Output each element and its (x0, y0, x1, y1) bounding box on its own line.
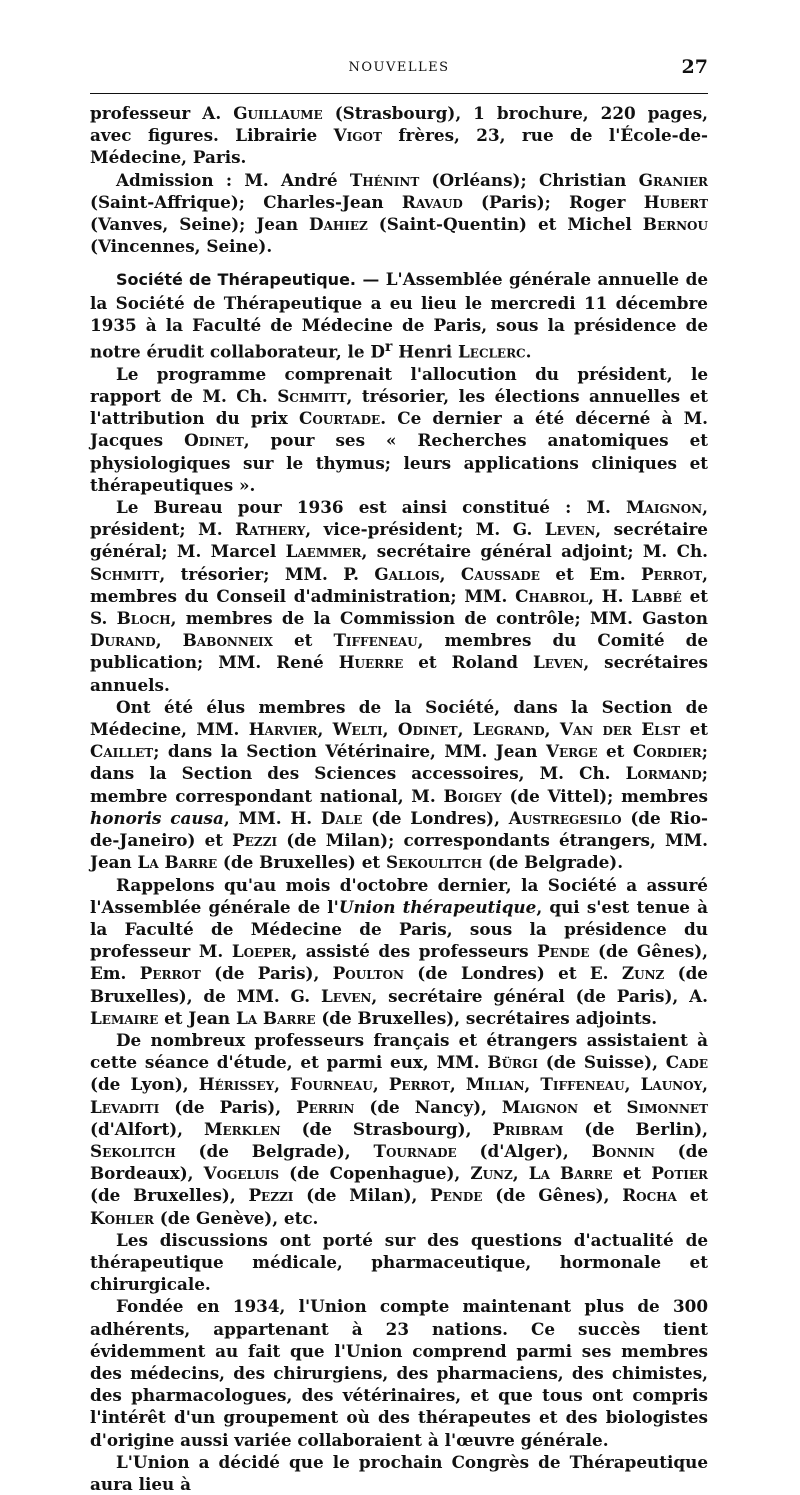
paragraph-societe-therapeutique: Société de Thérapeutique. — L'Assemblée générale annuelle de la Société de Thérapeutique a eu lieu le mercredi 11 décembre 1935 à la Faculté de Médecine de Paris, sous la présidence de notre érudit collaborateur, le $D^r$ Henri Leclerc. (90, 269, 708, 362)
paragraph-discussions: Les discussions ont porté sur des questions d'actualité de thérapeutique médicale, pharmaceutique, hormonale et chirurgicale. (90, 1229, 708, 1295)
paragraph-programme: Le programme comprenait l'allocution du président, le rapport de M. Ch. Schmitt, trésorier, les élections annuelles et l'attribution du prix Courtade. Ce dernier a été décerné à M. Jacques Odinet, pour ses « Recherches anatomiques et physiologiques sur le thymus; leurs applications cliniques et thérapeutiques ». (90, 363, 708, 495)
paragraph-next-congress: L'Union a décidé que le prochain Congrès de Thérapeutique aura lieu à (90, 1451, 708, 1494)
paragraph-admissions: Admission : M. André Thénint (Orléans); Christian Granier (Saint-Affrique); Charles-Jean Ravaud (Paris); Roger Hubert (Vanves, Seine); Jean Dahiez (Saint-Quentin) et Michel Bernou (Vincennes, Seine). (90, 169, 709, 257)
page-header (90, 56, 708, 86)
paragraph-elections: Ont été élus membres de la Société, dans la Section de Médecine, MM. Harvier, Welti, Odinet, Legrand, Van der Elst et Caillet; dans la Section Vétérinaire, MM. Jean Verge et Cordier; dans la Section des Sciences accessoires, M. Ch. Lormand; membre correspondant national, M. Boigey (de Vittel); membres honoris causa, MM. H. Dale (de Londres), Austregesilo (de Rio-de-Janeiro) et Pezzi (de Milan); correspondants étrangers, MM. Jean La Barre (de Bruxelles) et Sekoulitch (de Belgrade). (90, 696, 709, 873)
paragraph-union-therapeutique: Rappelons qu'au mois d'octobre dernier, la Société a assuré l'Assemblée générale de l'Union thérapeutique, qui s'est tenue à la Faculté de Médecine de Paris, sous la présidence du professeur M. Loeper, assisté des professeurs Pende (de Gênes), Em. Perrot (de Paris), Poulton (de Londres) et E. Zunz (de Bruxelles), de MM. G. Leven, secrétaire général (de Paris), A. Lemaire et Jean La Barre (de Bruxelles), secrétaires adjoints. (90, 874, 709, 1028)
running-title: NOUVELLES (348, 60, 450, 75)
page-number: 27 (681, 56, 708, 78)
paragraph-book-reference: professeur A. Guillaume (Strasbourg), 1 brochure, 220 pages, avec figures. Librairie Vigot frères, 23, rue de l'École-de-Médecine, Paris. (90, 103, 709, 168)
section-heading: Société de Thérapeutique. (116, 270, 357, 290)
header-rule (90, 93, 708, 94)
paragraph-attendees: De nombreux professeurs français et étrangers assistaient à cette séance d'étude, et parmi eux, MM. Bürgi (de Suisse), Cade (de Lyon), Hérissey, Fourneau, Perrot, Milian, Tiffeneau, Launoy, Levaditi (de Paris), Perrin (de Nancy), Maignon et Simonnet (d'Alfort), Merklen (de Strasbourg), Pribram (de Berlin), Sekolitch (de Belgrade), Tournade (d'Alger), Bonnin (de Bordeaux), Vogeluis (de Copenhague), Zunz, La Barre et Potier (de Bruxelles), Pezzi (de Milan), Pende (de Gênes), Rocha et Kohler (de Genève), etc. (90, 1029, 708, 1228)
article-body (90, 102, 708, 1495)
paragraph-union-founded: Fondée en 1934, l'Union compte maintenant plus de 300 adhérents, appartenant à 23 nations. Ce succès tient évidemment au fait que l'Union comprend parmi ses membres des médecins, des chirurgiens, des pharmaciens, des chimistes, des pharmacologues, des vétérinaires, et que tous ont compris l'intérêt d'un groupement où des thérapeutes et des biologistes d'origine aussi variée collaboraient à l'œuvre générale. (90, 1296, 708, 1450)
paragraph-bureau: Le Bureau pour 1936 est ainsi constitué : M. Maignon, président; M. Rathery, vice-président; M. G. Leven, secrétaire général; M. Marcel Laemmer, secrétaire général adjoint; M. Ch. Schmitt, trésorier; MM. P. Gallois, Caussade et Em. Perrot, membres du Conseil d'administration; MM. Chabrol, H. Labbé et S. Bloch, membres de la Commission de contrôle; MM. Gaston Durand, Babonneix et Tiffeneau, membres du Comité de publication; MM. René Huerre et Roland Leven, secrétaires annuels. (90, 497, 708, 695)
